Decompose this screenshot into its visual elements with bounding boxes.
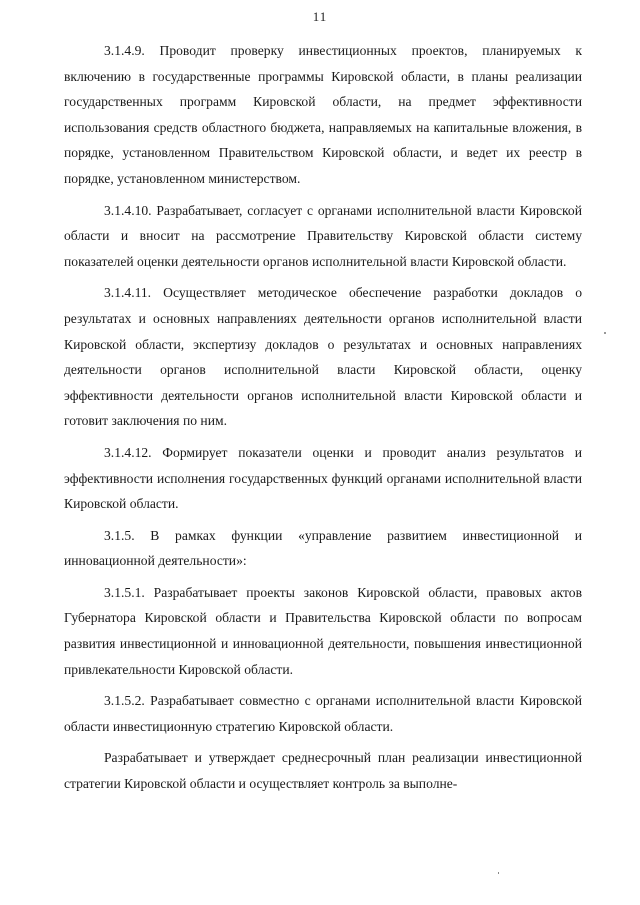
paragraph-3-1-5: 3.1.5. В рамках функции «управление развитием инвестиционной и инновационной деятельности»: bbox=[64, 527, 582, 569]
paragraph-strategy-plan: Разрабатывает и утверждает среднесрочный план реализации инвестиционной стратегии Кировской области и осуществляет контроль за выполне- bbox=[64, 750, 582, 792]
scan-speck bbox=[604, 332, 606, 334]
paragraph-3-1-4-11: 3.1.4.11. Осуществляет методическое обеспечение разработки докладов о результатах и основных направлениях деятельности органов исполнительной власти Кировской области, экспертизу докладов о результатах и основных направлениях деятельности органов исполнительной власти Кировской области, оценку эффективности деятельности органов исполнительной власти Кировской области и готовит заключения по ним. bbox=[64, 285, 582, 429]
paragraph-3-1-5-2: 3.1.5.2. Разрабатывает совместно с органами исполнительной власти Кировской области инвестиционную стратегию Кировской области. bbox=[64, 693, 582, 734]
paragraph-3-1-4-10: 3.1.4.10. Разрабатывает, согласует с органами исполнительной власти Кировской области и вносит на рассмотрение Правительству Кировской области систему показателей оценки деятельности органов исполнительной власти Кировской области. bbox=[64, 202, 582, 269]
document-body bbox=[64, 38, 582, 803]
scan-speck bbox=[498, 872, 499, 874]
paragraph-3-1-4-12: 3.1.4.12. Формирует показатели оценки и проводит анализ результатов и эффективности исполнения государственных функций органами исполнительной власти Кировской области. bbox=[64, 444, 582, 512]
paragraph-3-1-5-1: 3.1.5.1. Разрабатывает проекты законов Кировской области, правовых актов Губернатора Кировской области и Правительства Кировской области по вопросам развития инвестиционной и инновационной деятельности, повышения инвестиционной привлекательности Кировской области. bbox=[64, 584, 582, 677]
page-number: 11 bbox=[312, 9, 328, 24]
paragraph-3-1-4-9: 3.1.4.9. Проводит проверку инвестиционных проектов, планируемых к включению в государственные программы Кировской области, в планы реализации государственных программ Кировской области, на предмет эффективности использования средств областного бюджета, направляемых на капитальные вложения, в порядке, установленном Правительством Кировской области, и ведет их реестр в порядке, установленном министерством. bbox=[64, 43, 582, 186]
